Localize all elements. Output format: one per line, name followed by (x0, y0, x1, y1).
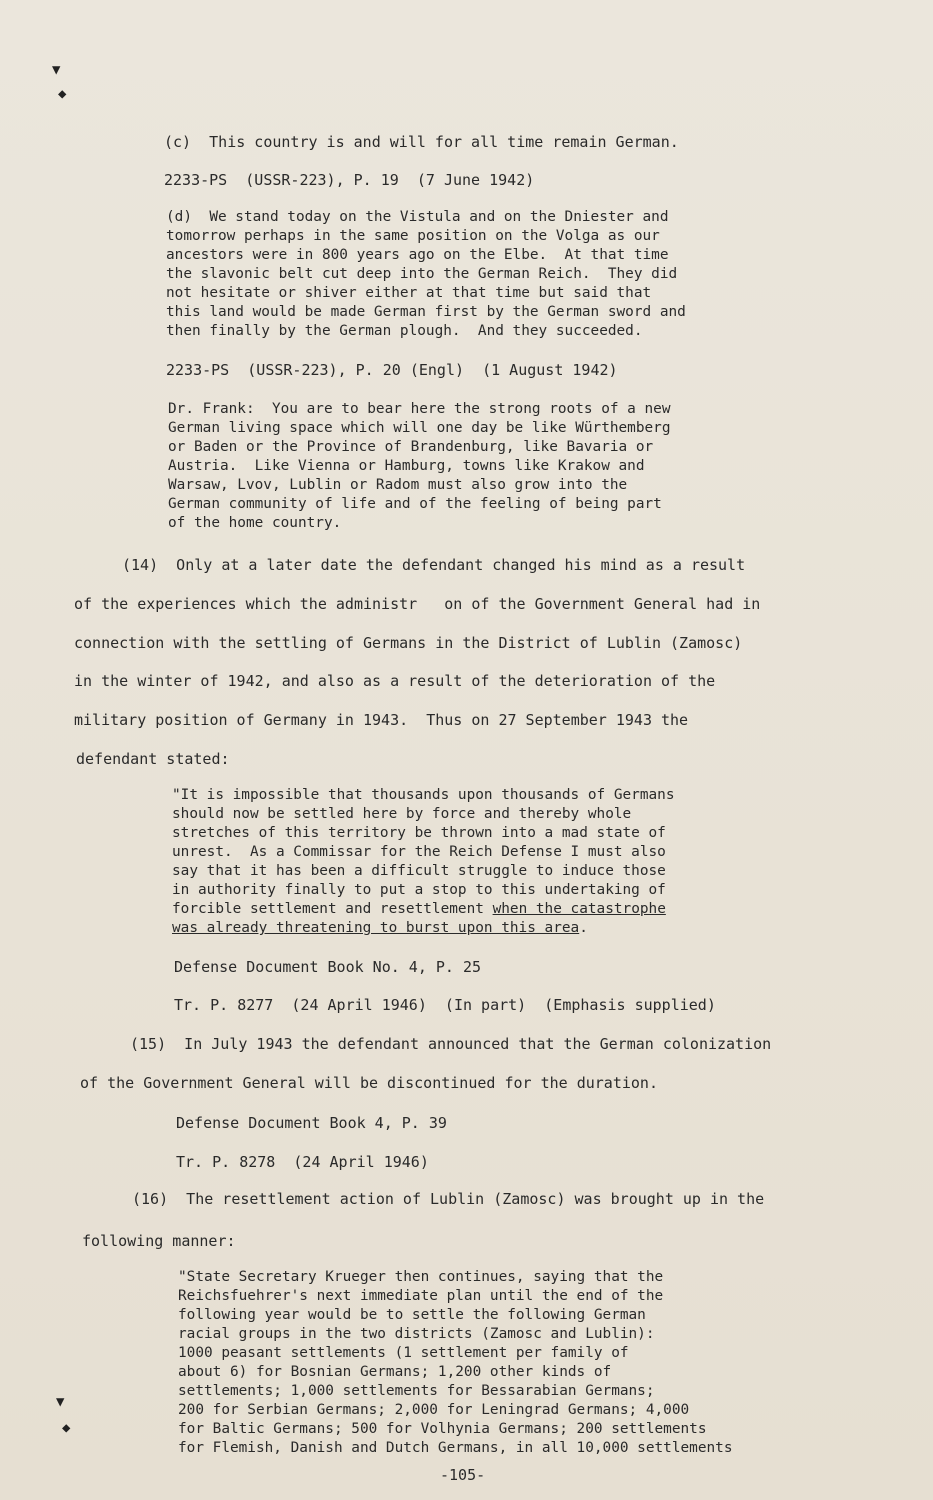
text-line: then finally by the German plough. And they succeeded. (166, 323, 643, 339)
quote-text: . (579, 920, 588, 936)
punch-mark-icon: ◆ (58, 86, 67, 102)
page-number: -105- (440, 1466, 486, 1484)
paragraph-line: (16) The resettlement action of Lublin (Zamosc) was brought up in the (132, 1190, 765, 1208)
quote-line: unrest. As a Commissar for the Reich Defense I must also (172, 844, 666, 860)
paragraph-line: of the experiences which the administr on of the Government General had in (74, 595, 761, 613)
quote-line (172, 900, 666, 919)
paragraph-line: defendant stated: (76, 750, 230, 768)
text-line: Austria. Like Vienna or Hamburg, towns like Krakow and (168, 458, 645, 474)
quote-line: say that it has been a difficult struggle to induce those (172, 863, 666, 879)
quote-line: "State Secretary Krueger then continues, saying that the (178, 1269, 664, 1285)
punch-mark-icon: ▼ (56, 1394, 65, 1410)
quote-line (172, 919, 588, 938)
paragraph-line: (14) Only at a later date the defendant changed his mind as a result (122, 556, 746, 574)
text-line: (c) This country is and will for all time remain German. (164, 133, 679, 151)
paragraph-line: following manner: (82, 1232, 236, 1250)
text-line: not hesitate or shiver either at that time but said that (166, 285, 652, 301)
citation: Tr. P. 8278 (24 April 1946) (176, 1153, 429, 1171)
punch-mark-icon: ◆ (62, 1420, 71, 1436)
quote-line: racial groups in the two districts (Zamosc and Lublin): (178, 1326, 655, 1342)
emphasis-underline: when the catastrophe (492, 901, 666, 917)
text-line: Warsaw, Lvov, Lublin or Radom must also grow into the (168, 477, 628, 493)
text-line: of the home country. (168, 515, 342, 531)
quote-line: following year would be to settle the following German (178, 1307, 646, 1323)
quote-line: stretches of this territory be thrown into a mad state of (172, 825, 666, 841)
text-line: German community of life and of the feeling of being part (168, 496, 662, 512)
quote-line: "It is impossible that thousands upon thousands of Germans (172, 787, 675, 803)
quote-line: for Baltic Germans; 500 for Volhynia Germans; 200 settlements (178, 1421, 707, 1437)
quote-text: forcible settlement and resettlement (172, 901, 493, 917)
text-line: the slavonic belt cut deep into the German Reich. They did (166, 266, 678, 282)
citation: 2233-PS (USSR-223), P. 20 (Engl) (1 August 1942) (166, 361, 618, 379)
quote-line: for Flemish, Danish and Dutch Germans, in all 10,000 settlements (178, 1440, 733, 1456)
text-line: this land would be made German first by the German sword and (166, 304, 686, 320)
citation: Defense Document Book 4, P. 39 (176, 1114, 447, 1132)
text-line: (d) We stand today on the Vistula and on the Dniester and (166, 209, 669, 225)
quote-line: Reichsfuehrer's next immediate plan until the end of the (178, 1288, 664, 1304)
quote-line: should now be settled here by force and thereby whole (172, 806, 632, 822)
text-line: or Baden or the Province of Brandenburg, like Bavaria or (168, 439, 654, 455)
emphasis-underline: was already threatening to burst upon this area (172, 920, 580, 936)
paragraph-line: of the Government General will be discontinued for the duration. (80, 1074, 658, 1092)
citation: Defense Document Book No. 4, P. 25 (174, 958, 482, 976)
citation: Tr. P. 8277 (24 April 1946) (In part) (Emphasis supplied) (174, 996, 716, 1014)
citation: 2233-PS (USSR-223), P. 19 (7 June 1942) (164, 171, 535, 189)
text-line: tomorrow perhaps in the same position on the Volga as our (166, 228, 660, 244)
quote-line: 1000 peasant settlements (1 settlement per family of (178, 1345, 629, 1361)
quote-line: in authority finally to put a stop to this undertaking of (172, 882, 666, 898)
text-line: ancestors were in 800 years ago on the Elbe. At that time (166, 247, 669, 263)
text-line: German living space which will one day be like Würthemberg (168, 420, 671, 436)
quote-line: settlements; 1,000 settlements for Bessarabian Germans; (178, 1383, 655, 1399)
quote-line: 200 for Serbian Germans; 2,000 for Leningrad Germans; 4,000 (178, 1402, 690, 1418)
paragraph-line: in the winter of 1942, and also as a result of the deterioration of the (74, 672, 716, 690)
quote-line: about 6) for Bosnian Germans; 1,200 other kinds of (178, 1364, 612, 1380)
paragraph-line: military position of Germany in 1943. Thus on 27 September 1943 the (74, 711, 689, 729)
text-line: Dr. Frank: You are to bear here the strong roots of a new (168, 401, 671, 417)
paragraph-line: connection with the settling of Germans in the District of Lublin (Zamosc) (74, 634, 743, 652)
paragraph-line: (15) In July 1943 the defendant announced that the German colonization (130, 1035, 772, 1053)
punch-mark-icon: ▼ (52, 62, 61, 78)
